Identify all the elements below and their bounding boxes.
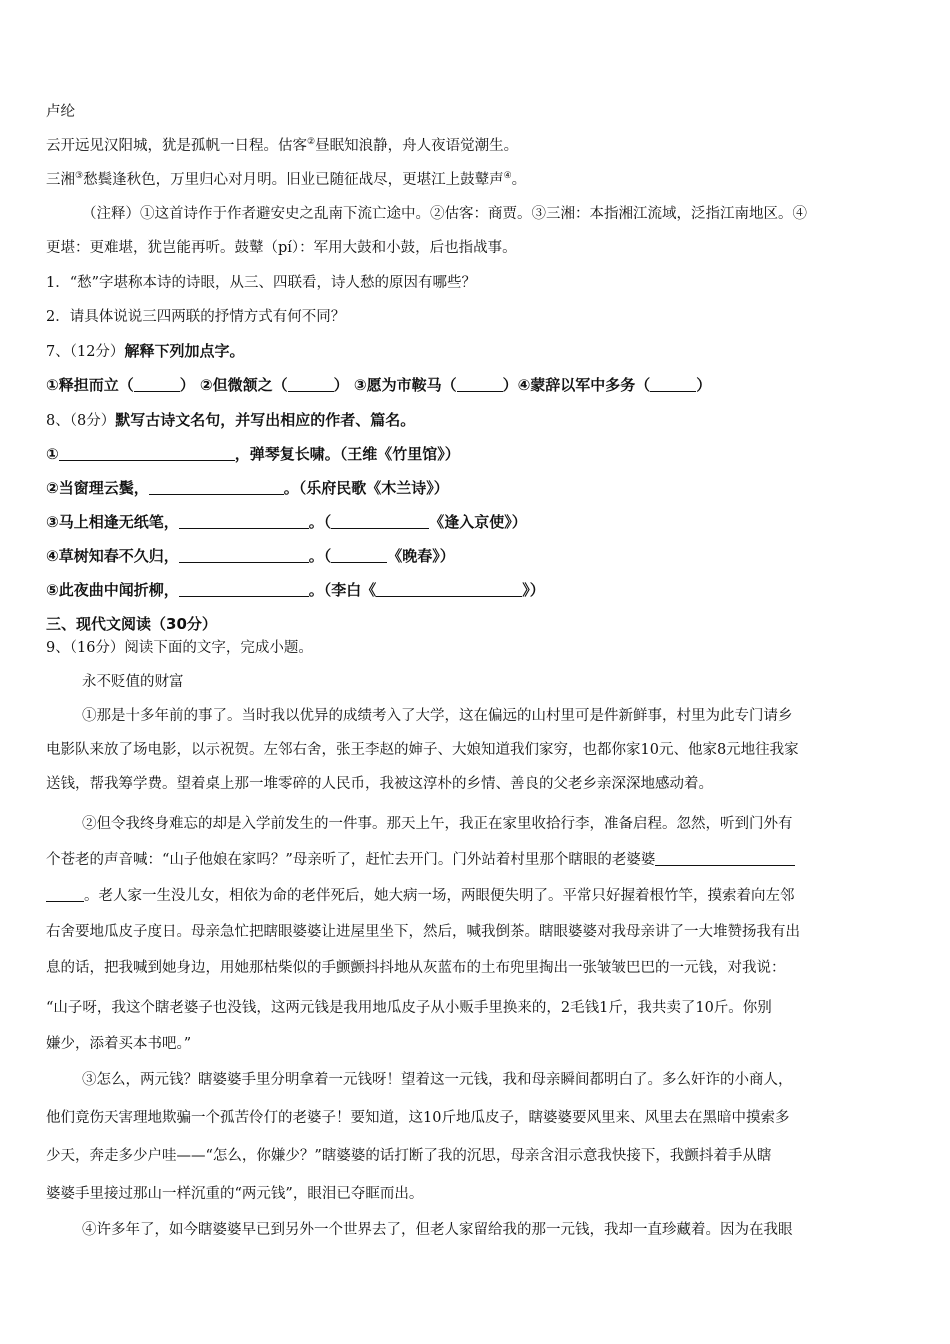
answer-blank[interactable] [179, 512, 309, 529]
article-line: 右舍要地瓜皮子度日。母亲急忙把瞎眼婆婆让进屋里坐下，然后，喊我倒茶。瞎眼婆婆对我母亲讲了一大堆赞扬我有出 [46, 924, 800, 940]
answer-blank[interactable] [650, 375, 696, 392]
answer-blank[interactable] [134, 375, 180, 392]
article-line: 电影队来放了场电影，以示祝贺。左邻右舍，张王李赵的婶子、大娘知道我们家穷，也都你家10元、他家8元地往我家 [46, 742, 799, 758]
question-8-line-4: ④草树知春不久归， 。（ 《晚春》） [46, 547, 455, 565]
article-line: 嫌少，添着买本书吧。” [46, 1036, 192, 1052]
answer-blank[interactable] [46, 885, 84, 902]
article-line: 。老人家一生没儿女，相依为命的老伴死后，她大病一场，两眼便失明了。平常只好握着根竹竿，摸索着向左邻 [46, 885, 795, 907]
section-3-title: 三、现代文阅读（30分） [46, 615, 217, 633]
article-line: 婆婆手里接过那山一样沉重的“两元钱”，眼泪已夺眶而出。 [46, 1186, 424, 1202]
poem-line-2: 三湘③愁鬓逢秋色，万里归心对月明。旧业已随征战尽，更堪江上鼓鼙声④。 [46, 171, 527, 188]
article-line: 个苍老的声音喊：“山子他娘在家吗？”母亲听了，赶忙去开门。门外站着村里那个瞎眼的老婆婆 [46, 849, 795, 871]
answer-blank[interactable] [179, 546, 309, 563]
answer-blank[interactable] [179, 580, 309, 597]
poem-note-line-1: （注释）①这首诗作于作者避安史之乱南下流亡途中。②估客：商贾。③三湘：本指湘江流域，泛指江南地区。④ [82, 206, 807, 222]
answer-blank[interactable] [655, 849, 795, 866]
poem-author: 卢纶 [46, 104, 75, 120]
answer-blank[interactable] [331, 546, 387, 563]
question-8-line-2: ②当窗理云鬓， 。（乐府民歌《木兰诗》） [46, 479, 449, 497]
question-9-heading: 9、（16分）阅读下面的文字，完成小题。 [46, 640, 313, 656]
article-title: 永不贬值的财富 [82, 674, 184, 690]
question-7-heading: 7、（12分）解释下列加点字。 [46, 342, 245, 360]
question-8-line-1: ① ，弹琴复长啸。（王维《竹里馆》） [46, 445, 460, 463]
question-8-line-5: ⑤此夜曲中闻折柳， 。（李白《 》） [46, 581, 545, 599]
article-paragraph-4: ④许多年了，如今瞎婆婆早已到另外一个世界去了，但老人家留给我的那一元钱，我却一直珍藏着。因为在我眼 [82, 1222, 793, 1238]
article-line: 他们竟伤天害理地欺骗一个孤苦伶仃的老婆子！要知道，这10斤地瓜皮子，瞎婆婆要风里来、风里去在黑暗中摸索多 [46, 1110, 790, 1126]
poem-line-1: 云开远见汉阳城，犹是孤帆一日程。估客②昼眠知浪静，舟人夜语觉潮生。 [46, 137, 519, 154]
poem-note-line-2: 更堪：更难堪，犹岂能再听。鼓鼙（pí）：军用大鼓和小鼓，后也指战事。 [46, 240, 517, 256]
answer-blank[interactable] [457, 375, 503, 392]
article-paragraph-2: ②但令我终身难忘的却是入学前发生的一件事。那天上午，我正在家里收拾行李，准备启程。忽然，听到门外有 [82, 816, 793, 832]
article-paragraph-3: ③怎么，两元钱？瞎婆婆手里分明拿着一元钱呀！望着这一元钱，我和母亲瞬间都明白了。多么奸诈的小商人， [82, 1072, 793, 1088]
article-line: “山子呀，我这个瞎老婆子也没钱，这两元钱是我用地瓜皮子从小贩手里换来的，2毛钱1斤，我共卖了10斤。你别 [46, 1000, 772, 1016]
answer-blank[interactable] [149, 478, 284, 495]
question-1: 1．“愁”字堪称本诗的诗眼，从三、四联看，诗人愁的原因有哪些？ [46, 275, 477, 291]
article-line: 送钱，帮我筹学费。望着桌上那一堆零碎的人民币，我被这淳朴的乡情、善良的父老乡亲深深地感动着。 [46, 776, 713, 792]
article-line: 少天，奔走多少户哇——“怎么，你嫌少？”瞎婆婆的话打断了我的沉思，母亲含泪示意我快接下，我颤抖着手从瞎 [46, 1148, 772, 1164]
question-8-heading: 8、（8分）默写古诗文名句，并写出相应的作者、篇名。 [46, 411, 416, 429]
article-paragraph-1: ①那是十多年前的事了。当时我以优异的成绩考入了大学，这在偏远的山村里可是件新鲜事，村里为此专门请乡 [82, 708, 793, 724]
question-7-items: ①释担而立（ ） ②但微颔之（ ） ③愿为市鞍马（ ）④蒙辞以军中多务（ ） [46, 376, 712, 394]
answer-blank[interactable] [59, 444, 235, 461]
answer-blank[interactable] [288, 375, 334, 392]
answer-blank[interactable] [376, 580, 522, 597]
answer-blank[interactable] [331, 512, 429, 529]
question-8-line-3: ③马上相逢无纸笔， 。（ 《逢入京使》） [46, 513, 527, 531]
article-line: 息的话，把我喊到她身边，用她那枯柴似的手颤颤抖抖地从灰蓝布的土布兜里掏出一张皱皱巴巴的一元钱，对我说： [46, 960, 786, 976]
question-2: 2．请具体说说三四两联的抒情方式有何不同？ [46, 309, 346, 325]
